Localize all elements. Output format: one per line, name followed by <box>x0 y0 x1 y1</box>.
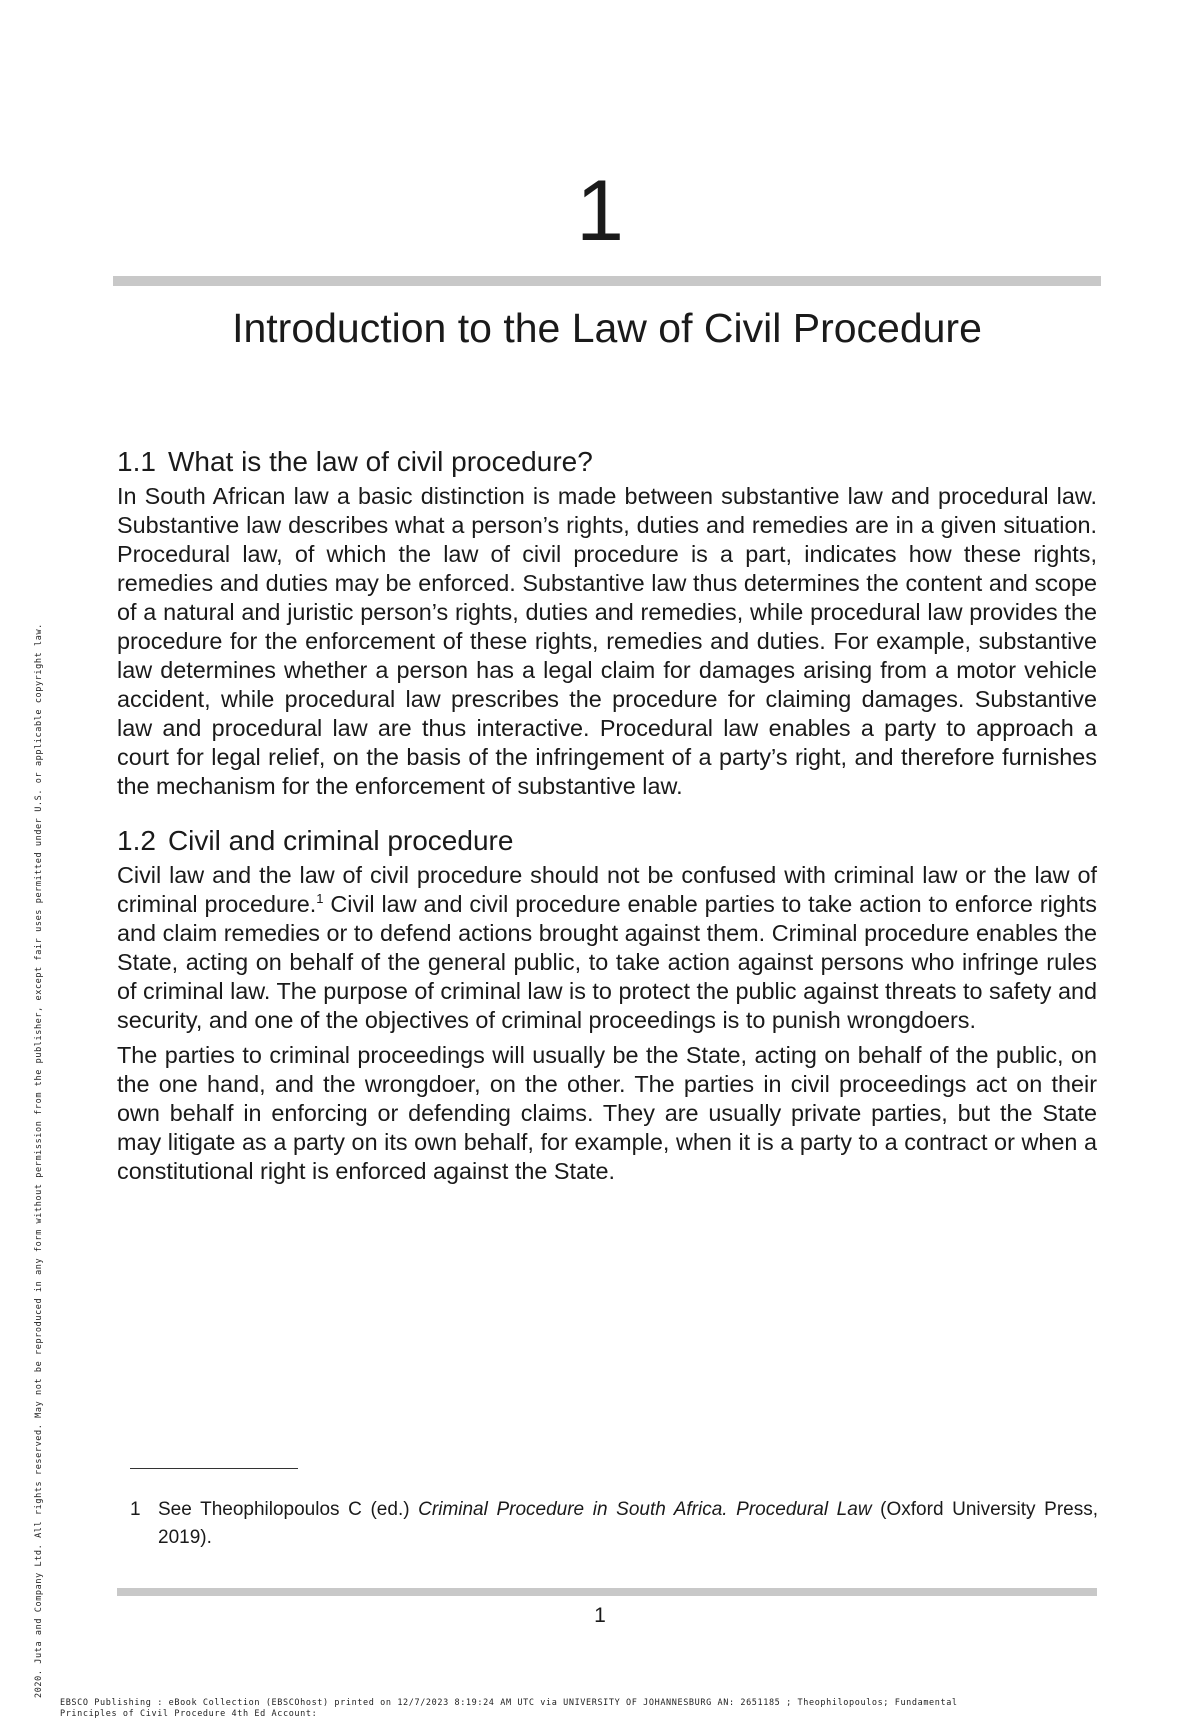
footnote-divider <box>130 1468 298 1469</box>
footer-rule <box>117 1588 1097 1596</box>
print-notice-line: EBSCO Publishing : eBook Collection (EBSCOhost) printed on 12/7/2023 8:19:24 AM UTC via UNIVERSITY OF JOHANNESBURG AN: 2651185 ; Theophilopoulos; Fundamental <box>60 1698 958 1708</box>
paragraph: In South African law a basic distinction is made between substantive law and procedural law. Substantive law describes what a person’s rights, duties and remedies are in a given situation. Procedural law, of which the law of civil procedure is a part, indicates how these rights, remedies and duties may be enforced. Substantive law thus determines the content and scope of a natural and juristic person’s rights, duties and remedies, while procedural law provides the procedure for the enforcement of these rights, remedies and duties. For example, substantive law determines whether a person has a legal claim for damages arising from a motor vehicle accident, while procedural law prescribes the procedure for claiming damages. Substantive law and procedural law are thus interactive. Procedural law enables a party to approach a court for legal relief, on the basis of the infringement of a party’s right, and therefore furnishes the mechanism for the enforcement of substantive law. <box>117 483 1097 799</box>
section-heading <box>117 444 1097 480</box>
section-number: 1.2 <box>117 825 156 856</box>
footnote-number: 1 <box>130 1499 141 1520</box>
section-number: 1.1 <box>117 446 156 477</box>
paragraph <box>117 861 1097 1035</box>
ebsco-print-notice <box>60 1698 1196 1720</box>
section-title: Civil and criminal procedure <box>167 825 514 856</box>
section-1-1 <box>117 444 1097 801</box>
header-rule <box>113 276 1101 286</box>
section-1-2 <box>117 823 1097 1186</box>
section-title: What is the law of civil procedure? <box>167 446 593 477</box>
copyright-notice-vertical: 2020. Juta and Company Ltd. All rights reserved. May not be reproduced in any form without permission from the publisher, except fair uses permitted under U.S. or applicable copyright law. <box>34 623 44 1698</box>
footnote <box>130 1496 1098 1552</box>
chapter-body <box>117 444 1097 1186</box>
footnote-suffix: (Oxford University Press, 2019). <box>158 1499 1098 1548</box>
footnote-text <box>158 1496 1098 1552</box>
print-notice-line: Principles of Civil Procedure 4th Ed Account: <box>60 1709 318 1719</box>
paragraph-text: Civil law and civil procedure enable parties to take action to enforce rights and claim remedies or to defend actions brought against them. Criminal procedure enables the State, acting on behalf of the general public, to take action against persons who infringe rules of criminal law. The purpose of criminal law is to protect the public against threats to safety and security, and one of the objectives of criminal proceedings is to punish wrongdoers. <box>117 891 1097 1033</box>
footnote-citation-title: Criminal Procedure in South Africa. Procedural Law <box>418 1499 872 1520</box>
page-number: 1 <box>594 1604 606 1627</box>
footnote-reference[interactable]: 1 <box>316 891 324 907</box>
section-heading <box>117 823 1097 859</box>
chapter-title: Introduction to the Law of Civil Procedure <box>232 305 982 351</box>
footnote-prefix: See Theophilopoulos C (ed.) <box>158 1499 419 1520</box>
paragraph: The parties to criminal proceedings will usually be the State, acting on behalf of the public, on the one hand, and the wrongdoer, on the other. The parties in civil proceedings act on their own behalf in enforcing or defending claims. They are usually private parties, but the State may litigate as a party on its own behalf, for example, when it is a party to a contract or when a constitutional right is enforced against the State. <box>117 1042 1097 1184</box>
paragraph-text: Civil law and the law of civil procedure should not be confused with criminal law or the law of criminal procedure. <box>117 862 1097 917</box>
chapter-number: 1 <box>576 163 624 259</box>
